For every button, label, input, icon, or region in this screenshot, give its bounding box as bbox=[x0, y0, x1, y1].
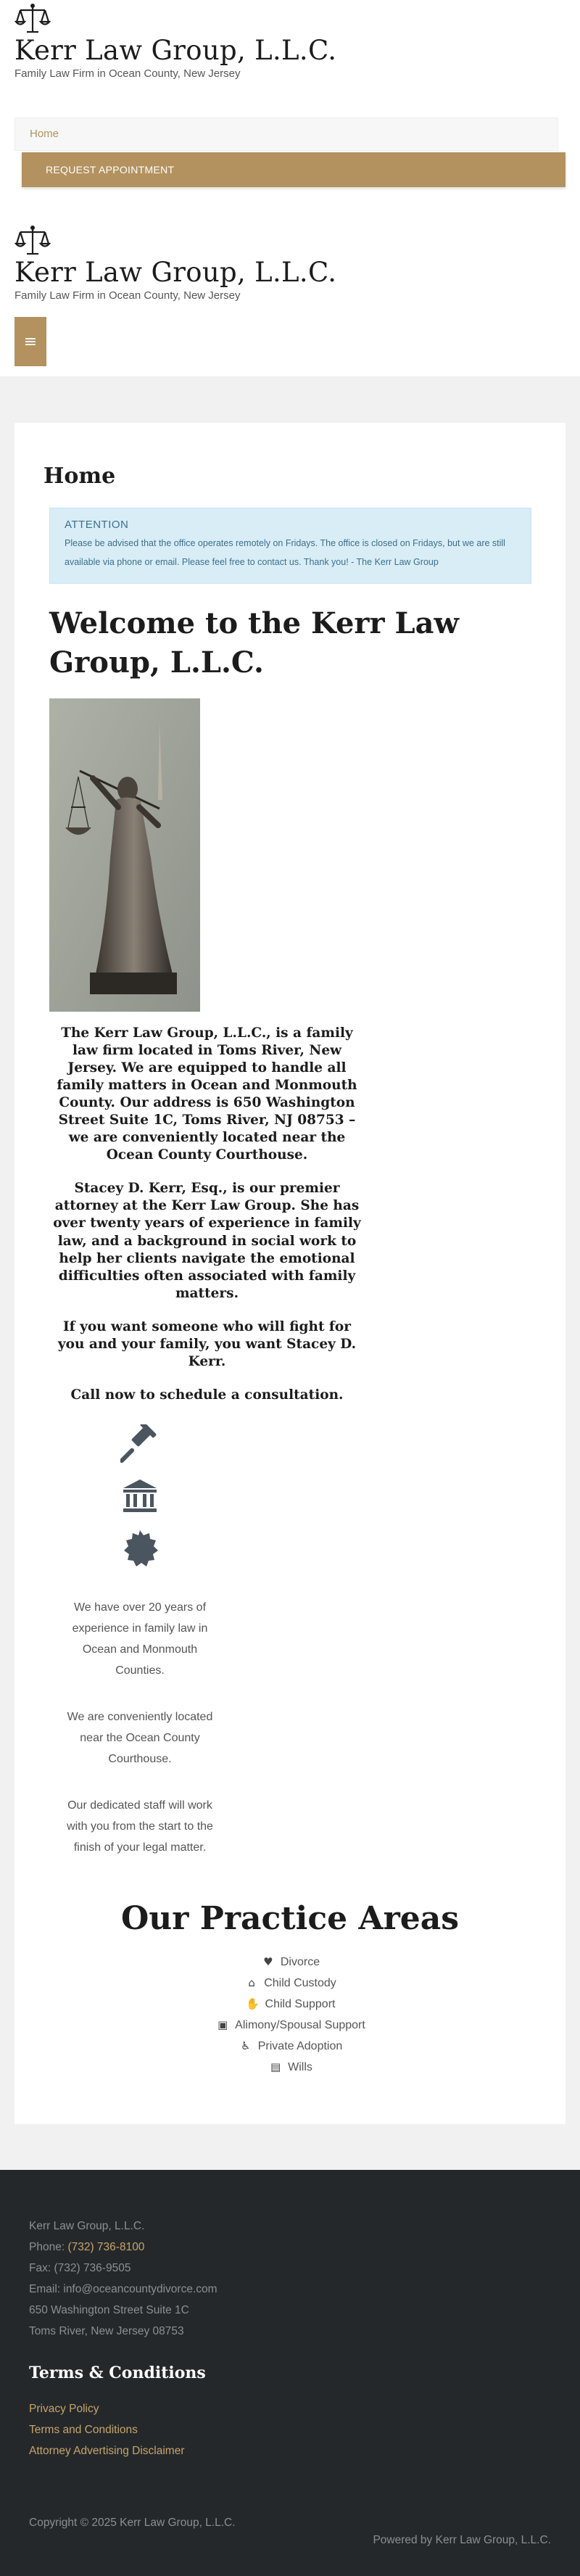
document-icon: ▤ bbox=[270, 2060, 281, 2073]
main-content bbox=[0, 377, 580, 2170]
powered-by-text: Powered by Kerr Law Group, L.L.C. bbox=[373, 2533, 551, 2546]
attorney-advertising-disclaimer-link[interactable]: Attorney Advertising Disclaimer bbox=[29, 2444, 185, 2457]
request-appointment-button[interactable]: REQUEST APPOINTMENT bbox=[22, 152, 566, 187]
intro-paragraph: If you want someone who will fight for you and your family, you want Stacey D. Kerr. bbox=[57, 1318, 357, 1369]
scales-of-justice-logo-icon[interactable] bbox=[14, 0, 51, 36]
gavel-icon bbox=[120, 1424, 160, 1464]
list-item bbox=[44, 1973, 536, 1994]
list-item bbox=[44, 1952, 536, 1973]
badge-icon bbox=[120, 1529, 160, 1568]
site-tagline: Family Law Firm in Ocean County, New Jersey bbox=[14, 67, 241, 80]
practice-area-label: Divorce bbox=[280, 1955, 320, 1968]
terms-and-conditions-link[interactable]: Terms and Conditions bbox=[29, 2423, 138, 2436]
practice-area-label: Child Support bbox=[265, 1997, 336, 2010]
footer-email: Email: info@oceancountydivorce.com bbox=[29, 2282, 218, 2295]
practice-area-label: Alimony/Spousal Support bbox=[235, 2018, 365, 2031]
heart-broken-icon: ♥ bbox=[263, 1954, 273, 1968]
notice-body: Please be advised that the office operates remotely on Fridays. The office is closed on Fridays, but we are still available via phone or email. Please feel free to contact us. Thank you! - The Kerr Law Group bbox=[65, 538, 505, 567]
intro-paragraph: The Kerr Law Group, L.L.C., is a family law firm located in Toms River, New Jersey. We are equipped to handle all family matters in Ocean and Monmouth County. Our address is 650 Washington Street Suite 1C, Toms River, NJ 08753 – we are conveniently located near the Ocean County Courthouse. bbox=[57, 1025, 357, 1163]
list-item bbox=[44, 1994, 536, 2015]
nav-item-home[interactable]: Home bbox=[30, 128, 59, 140]
hand-holding-icon: ✋ bbox=[246, 1997, 260, 2010]
intro-call-to-action: Call now to schedule a consultation. bbox=[70, 1387, 344, 1403]
footer-address-line2: Toms River, New Jersey 08753 bbox=[29, 2324, 184, 2337]
phone-label: Phone: bbox=[29, 2240, 68, 2253]
intro-text bbox=[49, 1025, 365, 1404]
practice-areas-list bbox=[44, 1952, 536, 2078]
attention-notice bbox=[49, 508, 531, 584]
list-item bbox=[44, 2015, 536, 2036]
menu-toggle-button[interactable] bbox=[14, 317, 46, 366]
welcome-heading: Welcome to the Kerr Law Group, L.L.C. bbox=[49, 606, 459, 680]
terms-heading: Terms & Conditions bbox=[29, 2363, 206, 2382]
hamburger-icon: ≡ bbox=[23, 332, 38, 351]
courthouse-icon bbox=[120, 1477, 160, 1516]
money-icon: ▣ bbox=[218, 2018, 228, 2031]
practice-area-label: Wills bbox=[288, 2060, 312, 2073]
list-item bbox=[44, 2057, 536, 2078]
main-nav bbox=[14, 117, 558, 151]
mobile-header bbox=[0, 196, 580, 377]
site-footer bbox=[0, 2170, 580, 2576]
practice-area-label: Child Custody bbox=[264, 1976, 336, 1989]
footer-address-line1: 650 Washington Street Suite 1C bbox=[29, 2303, 189, 2316]
mobile-site-branding bbox=[14, 222, 566, 302]
privacy-policy-link[interactable]: Privacy Policy bbox=[29, 2402, 99, 2415]
intro-paragraph: Stacey D. Kerr, Esq., is our premier attorney at the Kerr Law Group. She has over twenty years of experience in family law, and a background in social work to help her clients navigate the emotional difficulties often associated with family matters. bbox=[53, 1181, 361, 1301]
feature-text: We have over 20 years of experience in family law in Ocean and Monmouth Counties. bbox=[72, 1601, 208, 1677]
phone-link[interactable]: (732) 736-8100 bbox=[67, 2240, 145, 2253]
mobile-site-tagline: Family Law Firm in Ocean County, New Jersey bbox=[14, 289, 241, 302]
features-section bbox=[49, 1424, 231, 1858]
practice-area-label: Private Adoption bbox=[257, 2039, 343, 2052]
site-header bbox=[0, 0, 580, 196]
site-title[interactable]: Kerr Law Group, L.L.C. bbox=[14, 35, 337, 66]
stroller-icon: ♿ bbox=[241, 2039, 251, 2052]
page-article bbox=[14, 423, 566, 2124]
home-icon: ⌂ bbox=[248, 1976, 255, 1989]
scales-of-justice-logo-icon[interactable] bbox=[14, 222, 51, 258]
footer-fax: Fax: (732) 736-9505 bbox=[29, 2261, 131, 2274]
copyright-text: Copyright © 2025 Kerr Law Group, L.L.C. bbox=[29, 2516, 236, 2529]
mobile-site-title[interactable]: Kerr Law Group, L.L.C. bbox=[14, 257, 337, 288]
site-branding bbox=[14, 0, 566, 80]
practice-areas-heading: Our Practice Areas bbox=[120, 1899, 460, 1937]
footer-phone-line bbox=[29, 2237, 551, 2258]
feature-text: We are conveniently located near the Ocean County Courthouse. bbox=[67, 1710, 213, 1765]
lady-justice-statue-image bbox=[49, 698, 200, 1012]
list-item bbox=[44, 2036, 536, 2057]
footer-firm-name: Kerr Law Group, L.L.C. bbox=[29, 2219, 145, 2232]
feature-text: Our dedicated staff will work with you from the start to the finish of your legal matter. bbox=[67, 1799, 213, 1854]
page-title: Home bbox=[44, 463, 116, 489]
notice-title: ATTENTION bbox=[65, 519, 129, 531]
